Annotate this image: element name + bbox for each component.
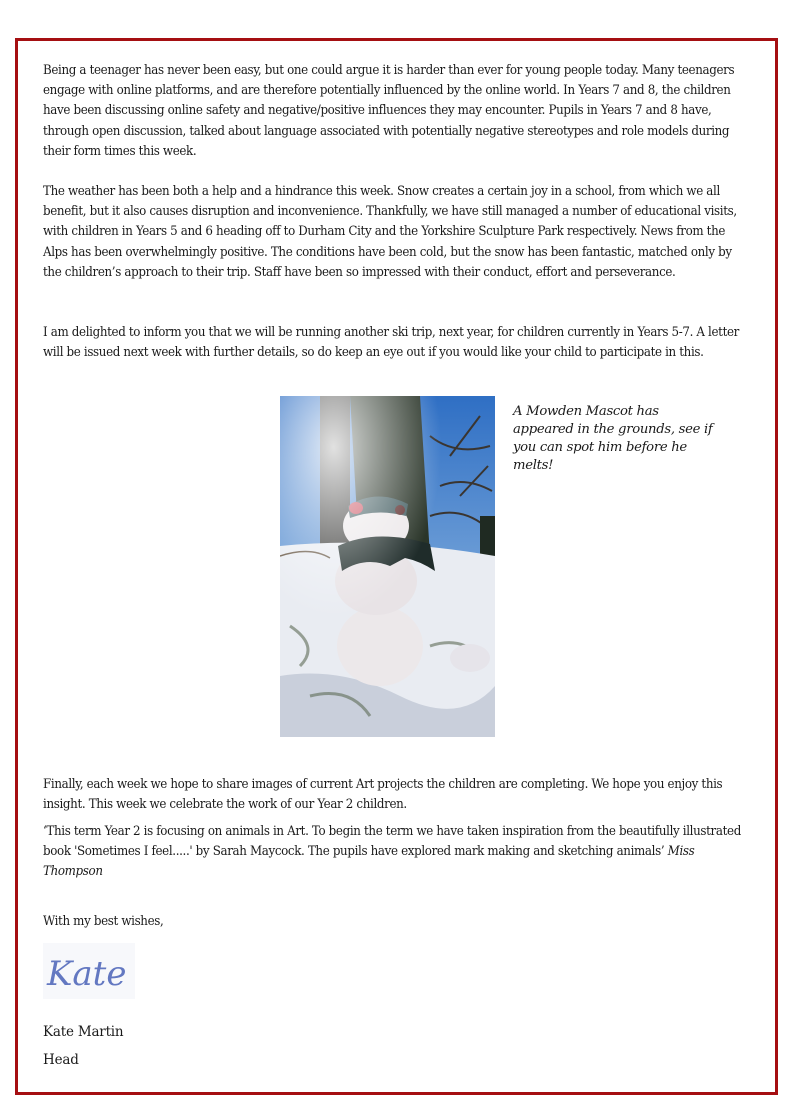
signatory-role: Head (43, 1052, 79, 1068)
signature-graphic (43, 943, 135, 999)
closing-line: With my best wishes, (43, 914, 164, 929)
paragraph-online-safety: Being a teenager has never been easy, but one could argue it is harder than ever for young people today. Many teenagers engage with online platforms, and are therefore potentially influenced by the online world. In Years 7 and 8, the children have been discussing online safety and negative/positive influences they may encounter. Pupils in Years 7 and 8 have, through open discussion, talked about language associated with potentially negative stereotypes and role models during their form times this week. (43, 63, 735, 159)
paragraph-ski-trip: I am delighted to inform you that we will be running another ski trip, next year, for children currently in Years 5-7. A letter will be issued next week with further details, so do keep an eye out if you would like your child to participate in this. (43, 325, 739, 361)
paragraph-art-projects: Finally, each week we hope to share images of current Art projects the children are completing. We hope you enjoy this insight. This week we celebrate the work of our Year 2 children. (43, 777, 723, 813)
quote-text: ‘This term Year 2 is focusing on animals in Art. To begin the term we have taken inspiration from the beautifully illustrated book 'Sometimes I feel.....' by Sarah Maycock. The pupils have explored mark making and sketching animals’ (43, 824, 741, 860)
signatory-name: Kate Martin (43, 1024, 124, 1040)
quote-year2 (43, 822, 749, 883)
paragraph-weather: The weather has been both a help and a hindrance this week. Snow creates a certain joy in a school, from which we all benefit, but it also causes disruption and inconvenience. Thankfully, we have still managed a number of educational visits, with children in Years 5 and 6 heading off to Durham City and the Yorkshire Sculpture Park respectively. News from the Alps has been overwhelmingly positive. The conditions have been cold, but the snow has been fantastic, matched only by the children’s approach to their trip. Staff have been so impressed with their conduct, effort and perseverance. (43, 184, 737, 280)
signature-image (43, 943, 135, 999)
snowman-photo (280, 396, 495, 737)
photo-caption: A Mowden Mascot has appeared in the grounds, see if you can spot him before he melts! (513, 404, 713, 473)
quote-attribution: Miss Thompson (43, 844, 695, 880)
snowman-illustration (280, 396, 495, 737)
signature-text: Kate (47, 954, 127, 994)
